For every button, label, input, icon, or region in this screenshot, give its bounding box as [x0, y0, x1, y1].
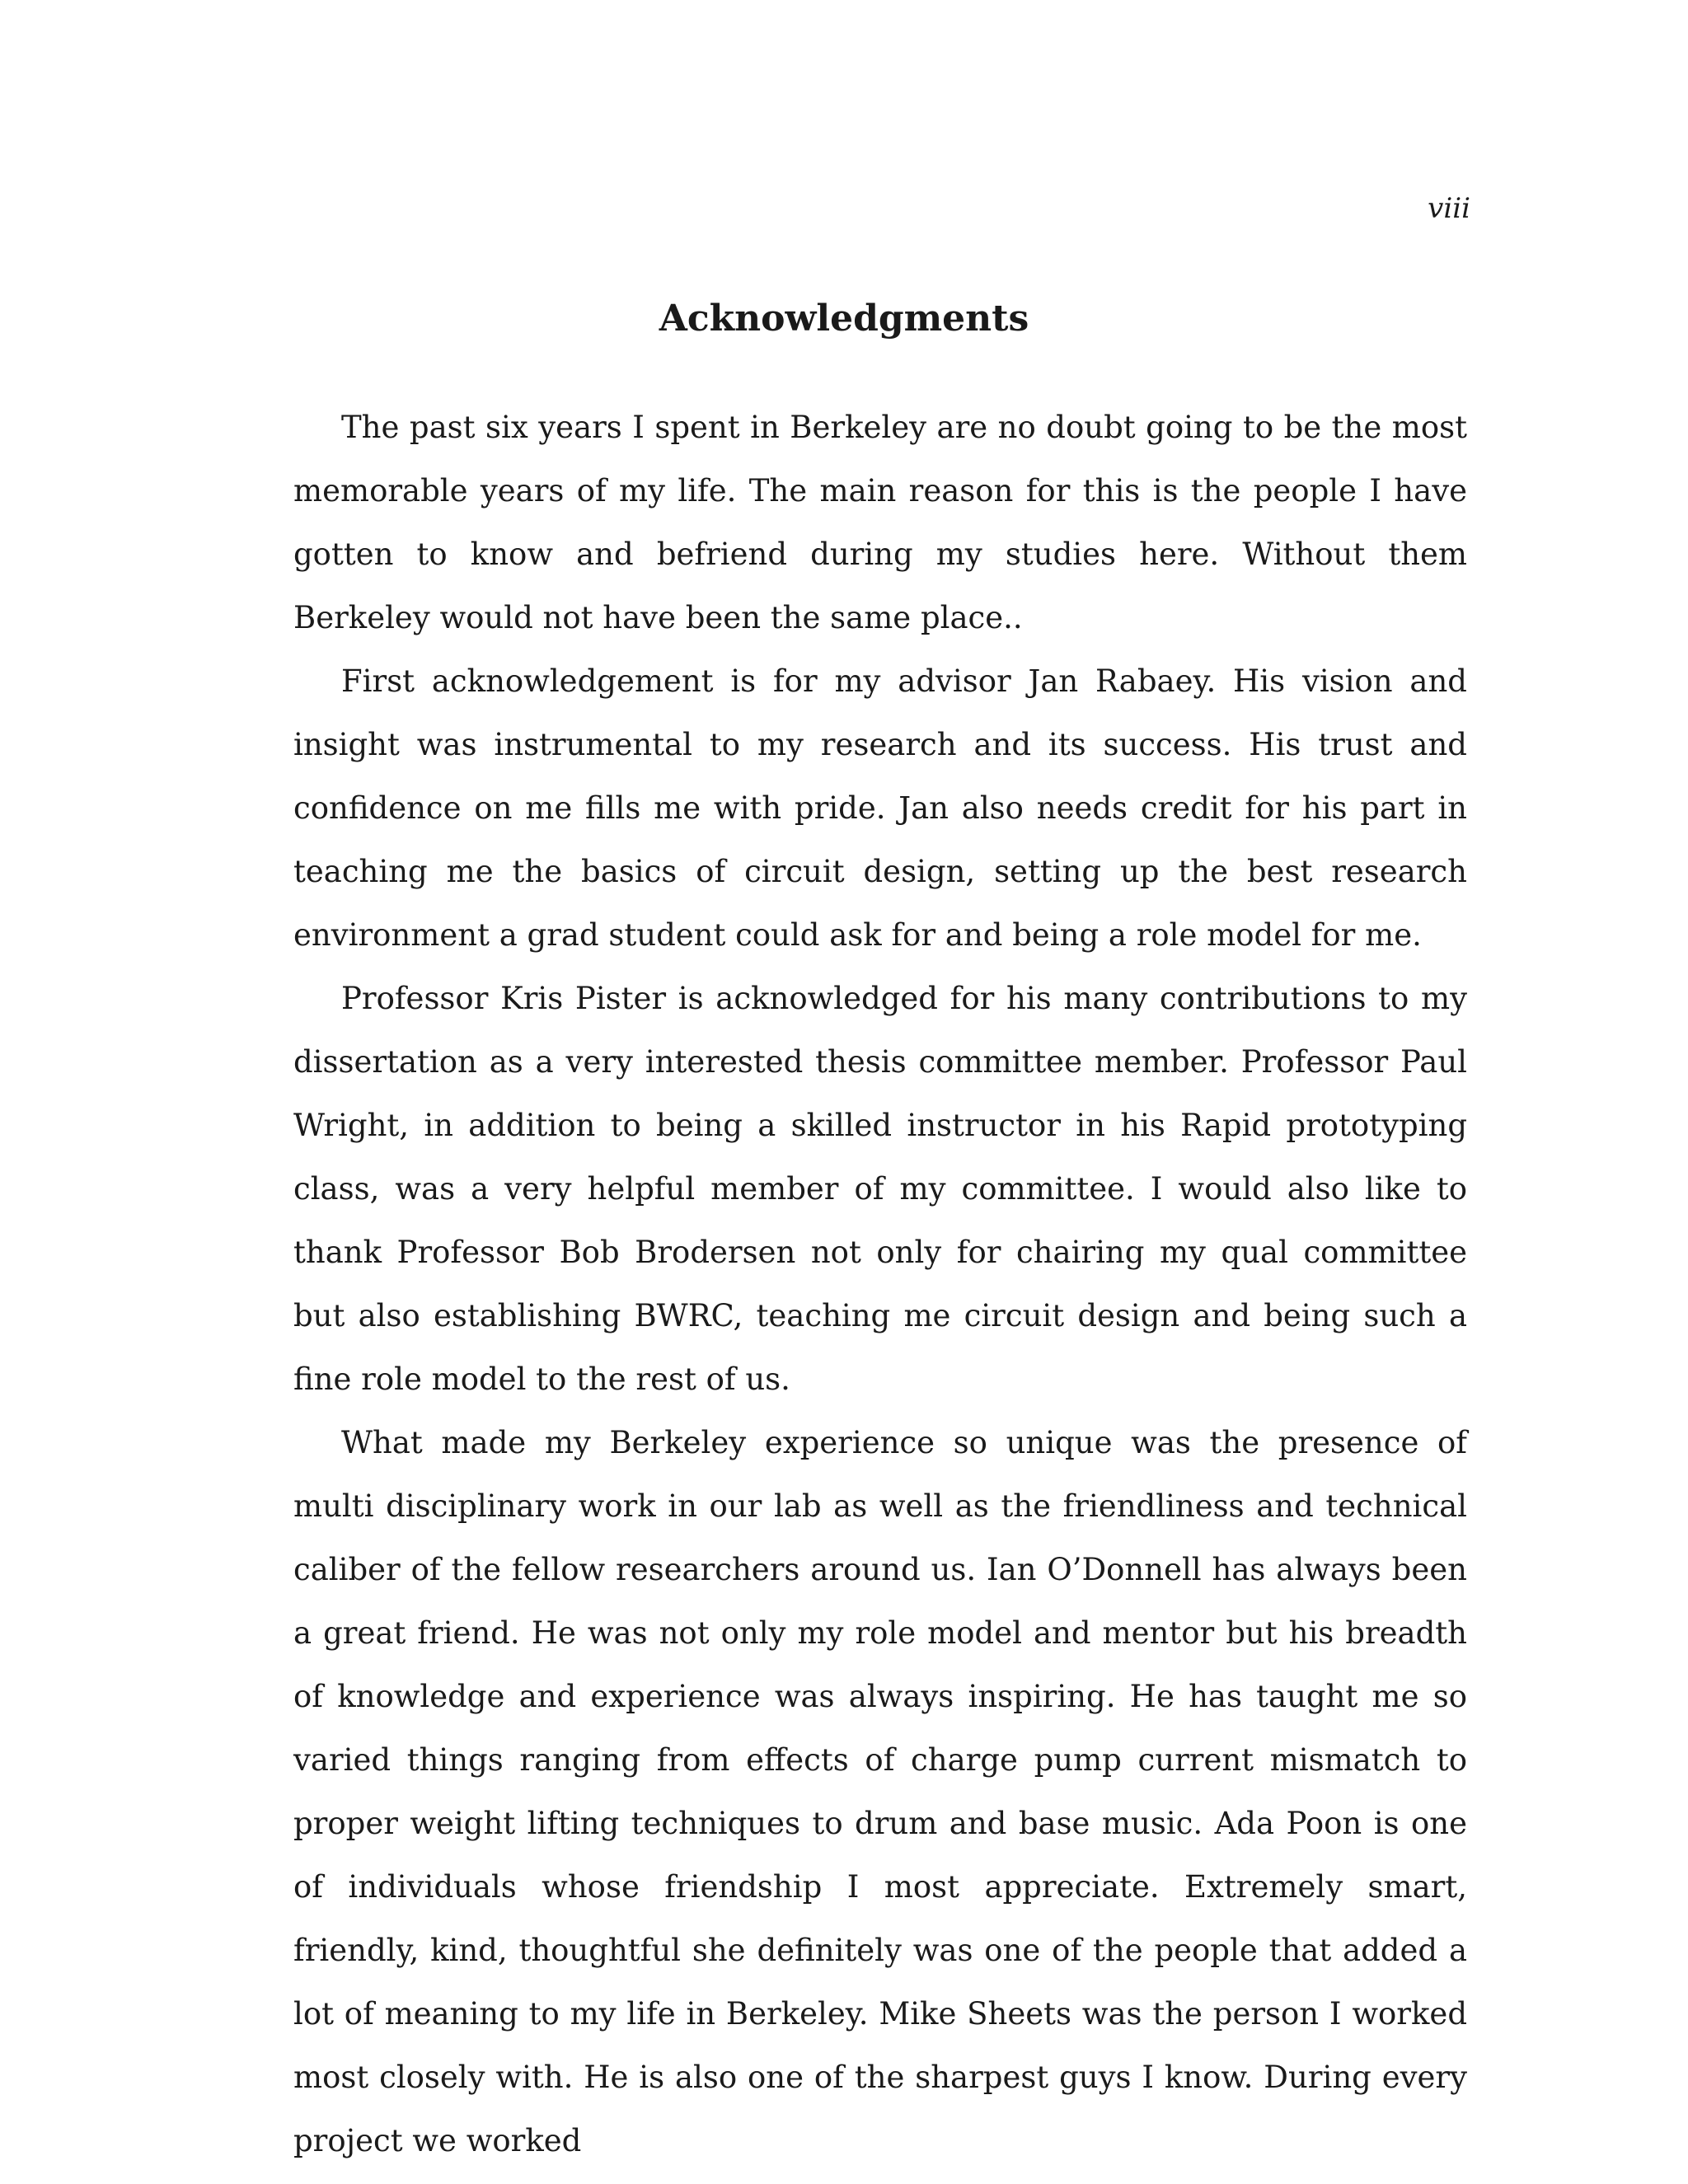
paragraph: The past six years I spent in Berkeley are no doubt going to be the most memorable years of my life. The main reason for this is the people I have gotten to know and befriend during my studies here. Without them Berkeley would not have been the same place..	[293, 410, 1467, 635]
page-number: viii	[1428, 192, 1470, 225]
page-title: Acknowledgments	[659, 298, 1029, 340]
body-text	[293, 396, 1467, 2172]
paragraph: First acknowledgement is for my advisor Jan Rabaey. His vision and insight was instrumental to my research and its success. His trust and confidence on me fills me with pride. Jan also needs credit for his part in teaching me the basics of circuit design, setting up the best research environment a grad student could ask for and being a role model for me.	[293, 663, 1467, 953]
paragraph: What made my Berkeley experience so unique was the presence of multi disciplinary work in our lab as well as the friendliness and technical caliber of the fellow researchers around us. Ian O’Donnell has always been a great friend. He was not only my role model and mentor but his breadth of knowledge and experience was always inspiring. He has taught me so varied things ranging from effects of charge pump current mismatch to proper weight lifting techniques to drum and base music. Ada Poon is one of individuals whose friendship I most appreciate. Extremely smart, friendly, kind, thoughtful she definitely was one of the people that added a lot of meaning to my life in Berkeley. Mike Sheets was the person I worked most closely with. He is also one of the sharpest guys I know. During every project we worked	[293, 1425, 1467, 2158]
paragraph: Professor Kris Pister is acknowledged for his many contributions to my dissertation as a very interested thesis committee member. Professor Paul Wright, in addition to being a skilled instructor in his Rapid prototyping class, was a very helpful member of my committee. I would also like to thank Professor Bob Brodersen not only for chairing my qual committee but also establishing BWRC, teaching me circuit design and being such a fine role model to the rest of us.	[293, 981, 1467, 1397]
